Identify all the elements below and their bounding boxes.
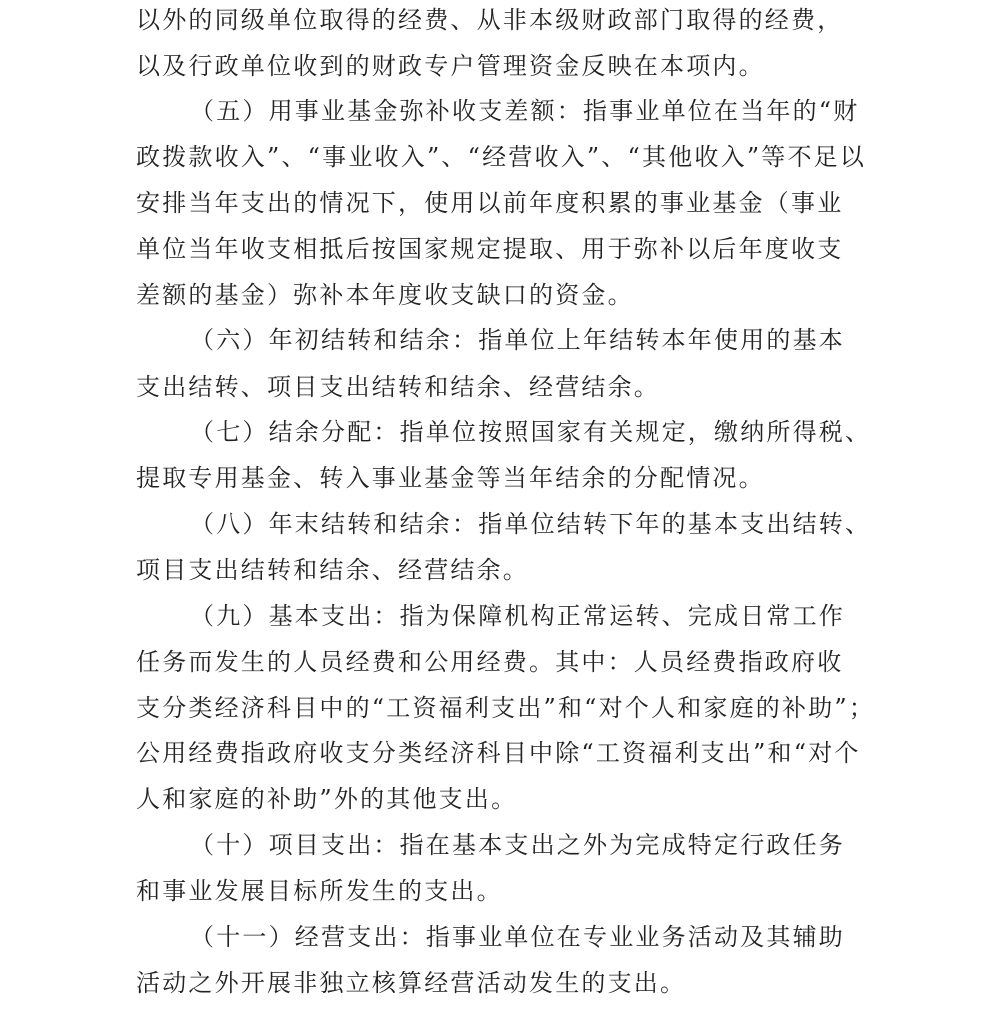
section-heading-line: （十）项目支出：指在基本支出之外为完成特定行政任务: [190, 831, 845, 859]
text-line: 安排当年支出的情况下，使用以前年度积累的事业基金（事业: [136, 189, 844, 217]
text-line: 政拨款收入”、“事业收入”、“经营收入”、“其他收入”等不足以: [136, 143, 867, 171]
text-line: 以及行政单位收到的财政专户管理资金反映在本项内。: [136, 52, 765, 80]
text-line: 支出结转、项目支出结转和结余、经营结余。: [136, 373, 660, 401]
section-heading-line: （十一）经营支出：指事业单位在专业业务活动及其辅助: [190, 923, 845, 951]
text-line: 以外的同级单位取得的经费、从非本级财政部门取得的经费，: [136, 6, 844, 34]
text-line: 人和家庭的补助”外的其他支出。: [136, 785, 518, 813]
section-heading-line: （五）用事业基金弥补收支差额：指事业单位在当年的“财: [190, 97, 860, 125]
text-line: 活动之外开展非独立核算经营活动发生的支出。: [136, 969, 687, 997]
text-line: 差额的基金）弥补本年度收支缺口的资金。: [136, 281, 634, 309]
text-line: 提取专用基金、转入事业基金等当年结余的分配情况。: [136, 464, 765, 492]
text-line: 项目支出结转和结余、经营结余。: [136, 556, 529, 584]
text-line: 公用经费指政府收支分类经济科目中除“工资福利支出”和“对个: [136, 739, 861, 767]
section-heading-line: （八）年末结转和结余：指单位结转下年的基本支出结转、: [190, 510, 872, 538]
section-heading-line: （九）基本支出：指为保障机构正常运转、完成日常工作: [190, 602, 845, 630]
text-line: 和事业发展目标所发生的支出。: [136, 877, 503, 905]
text-line: 单位当年收支相抵后按国家规定提取、用于弥补以后年度收支: [136, 235, 844, 263]
text-line: 任务而发生的人员经费和公用经费。其中：人员经费指政府收: [136, 648, 844, 676]
text-line: 支分类经济科目中的“工资福利支出”和“对个人和家庭的补助”；: [136, 694, 876, 722]
section-heading-line: （七）结余分配：指单位按照国家有关规定，缴纳所得税、: [190, 418, 872, 446]
section-heading-line: （六）年初结转和结余：指单位上年结转本年使用的基本: [190, 326, 845, 354]
